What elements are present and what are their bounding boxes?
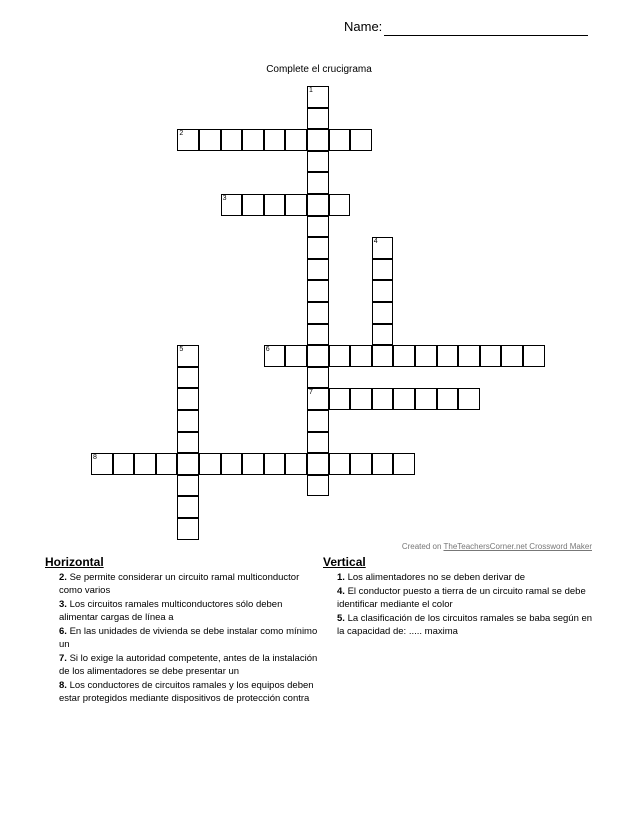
clue-horizontal-6 bbox=[45, 625, 320, 651]
crossword-cell[interactable] bbox=[437, 345, 459, 367]
crossword-cell[interactable] bbox=[177, 496, 199, 518]
vertical-clues bbox=[323, 556, 593, 639]
crossword-cell[interactable] bbox=[177, 518, 199, 540]
crossword-cell[interactable] bbox=[350, 345, 372, 367]
crossword-cell[interactable] bbox=[156, 453, 178, 475]
crossword-cell[interactable] bbox=[177, 367, 199, 389]
clue-vertical-4 bbox=[323, 585, 593, 611]
crossword-cell[interactable] bbox=[264, 453, 286, 475]
crossword-cell[interactable] bbox=[285, 453, 307, 475]
crossword-cell[interactable] bbox=[372, 388, 394, 410]
crossword-cell[interactable] bbox=[242, 129, 264, 151]
crossword-cell[interactable] bbox=[372, 302, 394, 324]
crossword-cell[interactable] bbox=[393, 388, 415, 410]
crossword-cell[interactable] bbox=[372, 280, 394, 302]
clue-text: Los conductores de circuitos ramales y los equipos deben estar protegidos mediante dispositivos de protección contra bbox=[59, 680, 314, 704]
crossword-cell[interactable] bbox=[307, 345, 329, 367]
credit-link[interactable]: TheTeachersCorner.net Crossword Maker bbox=[443, 542, 592, 551]
crossword-cell[interactable] bbox=[177, 453, 199, 475]
crossword-cell[interactable] bbox=[372, 259, 394, 281]
clue-number-label: 8 bbox=[93, 454, 97, 462]
crossword-cell[interactable] bbox=[329, 453, 351, 475]
crossword-cell[interactable] bbox=[372, 237, 394, 259]
clue-text: La clasificación de los circuitos ramales se baba según en la capacidad de: ..... maxima bbox=[337, 613, 593, 637]
clue-number-label: 4 bbox=[373, 238, 378, 246]
credit-line bbox=[402, 542, 592, 551]
crossword-cell[interactable] bbox=[177, 410, 199, 432]
clue-number-label: 2 bbox=[179, 130, 184, 138]
clue-horizontal-7 bbox=[45, 652, 320, 678]
clue-number: 8. bbox=[59, 680, 67, 691]
clue-horizontal-3 bbox=[45, 598, 320, 624]
crossword-cell[interactable] bbox=[285, 194, 307, 216]
crossword-cell[interactable] bbox=[329, 388, 351, 410]
crossword-cell[interactable] bbox=[307, 129, 329, 151]
clue-horizontal-8 bbox=[45, 679, 320, 705]
crossword-cell[interactable] bbox=[307, 453, 329, 475]
crossword-cell[interactable] bbox=[307, 172, 329, 194]
crossword-cell[interactable] bbox=[307, 280, 329, 302]
crossword-cell[interactable] bbox=[285, 129, 307, 151]
clue-number: 4. bbox=[337, 586, 345, 597]
clue-vertical-1 bbox=[323, 571, 593, 584]
crossword-cell[interactable] bbox=[307, 86, 329, 108]
crossword-cell[interactable] bbox=[372, 324, 394, 346]
crossword-cell[interactable] bbox=[329, 345, 351, 367]
crossword-cell[interactable] bbox=[329, 194, 351, 216]
crossword-cell[interactable] bbox=[242, 194, 264, 216]
crossword-cell[interactable] bbox=[307, 324, 329, 346]
crossword-cell[interactable] bbox=[264, 345, 286, 367]
crossword-cell[interactable] bbox=[501, 345, 523, 367]
clue-number: 3. bbox=[59, 599, 67, 610]
crossword-cell[interactable] bbox=[480, 345, 502, 367]
horizontal-clues bbox=[45, 556, 320, 706]
crossword-cell[interactable] bbox=[458, 388, 480, 410]
crossword-cell[interactable] bbox=[113, 453, 135, 475]
crossword-cell[interactable] bbox=[393, 345, 415, 367]
crossword-cell[interactable] bbox=[307, 367, 329, 389]
crossword-cell[interactable] bbox=[307, 151, 329, 173]
crossword-cell[interactable] bbox=[199, 453, 221, 475]
crossword-cell[interactable] bbox=[372, 453, 394, 475]
vertical-heading: Vertical bbox=[323, 555, 366, 569]
horizontal-heading: Horizontal bbox=[45, 555, 104, 569]
clue-text: En las unidades de vivienda se debe instalar como mínimo un bbox=[59, 626, 318, 650]
clue-horizontal-2 bbox=[45, 571, 320, 597]
crossword-cell[interactable] bbox=[307, 216, 329, 238]
clue-text: Los alimentadores no se deben derivar de bbox=[347, 572, 526, 583]
crossword-cell[interactable] bbox=[134, 453, 156, 475]
crossword-cell[interactable] bbox=[307, 194, 329, 216]
crossword-cell[interactable] bbox=[458, 345, 480, 367]
crossword-cell[interactable] bbox=[177, 475, 199, 497]
crossword-cell[interactable] bbox=[307, 475, 329, 497]
name-label: Name: bbox=[344, 19, 383, 34]
clue-number: 6. bbox=[59, 626, 67, 637]
crossword-cell[interactable] bbox=[437, 388, 459, 410]
page-title: Complete el crucigrama bbox=[266, 64, 372, 75]
crossword-cell[interactable] bbox=[221, 194, 243, 216]
crossword-cell[interactable] bbox=[415, 388, 437, 410]
clue-number: 2. bbox=[59, 572, 67, 583]
crossword-cell[interactable] bbox=[242, 453, 264, 475]
crossword-cell[interactable] bbox=[350, 388, 372, 410]
crossword-cell[interactable] bbox=[329, 129, 351, 151]
clue-vertical-5 bbox=[323, 612, 593, 638]
clue-text: Se permite considerar un circuito ramal multiconductor como varios bbox=[59, 572, 300, 596]
crossword-cell[interactable] bbox=[307, 302, 329, 324]
crossword-cell[interactable] bbox=[177, 432, 199, 454]
crossword-cell[interactable] bbox=[221, 453, 243, 475]
crossword-cell[interactable] bbox=[177, 388, 199, 410]
crossword-cell[interactable] bbox=[285, 345, 307, 367]
crossword-cell[interactable] bbox=[307, 432, 329, 454]
crossword-cell[interactable] bbox=[415, 345, 437, 367]
crossword-cell[interactable] bbox=[221, 129, 243, 151]
clue-number-label: 7 bbox=[309, 389, 313, 397]
crossword-cell[interactable] bbox=[372, 345, 394, 367]
crossword-cell[interactable] bbox=[393, 453, 415, 475]
crossword-cell[interactable] bbox=[91, 453, 113, 475]
credit-prefix: Created on bbox=[401, 542, 444, 551]
crossword-cell[interactable] bbox=[307, 259, 329, 281]
clue-number-label: 3 bbox=[222, 195, 227, 202]
crossword-cell[interactable] bbox=[264, 129, 286, 151]
clue-number: 7. bbox=[59, 653, 67, 664]
crossword-cell[interactable] bbox=[264, 194, 286, 216]
crossword-cell[interactable] bbox=[307, 237, 329, 259]
crossword-cell[interactable] bbox=[523, 345, 545, 367]
crossword-cell[interactable] bbox=[177, 345, 199, 367]
clue-text: El conductor puesto a tierra de un circuito ramal se debe identificar mediante el color bbox=[337, 586, 586, 610]
clue-number-label: 5 bbox=[179, 346, 184, 354]
crossword-cell[interactable] bbox=[350, 129, 372, 151]
clue-number: 1. bbox=[337, 572, 345, 583]
clue-number: 5. bbox=[337, 613, 345, 624]
crossword-cell[interactable] bbox=[177, 129, 199, 151]
crossword-cell[interactable] bbox=[307, 108, 329, 130]
crossword-cell[interactable] bbox=[307, 388, 329, 410]
clue-text: Los circuitos ramales multiconductores sólo deben alimentar cargas de línea a bbox=[59, 599, 283, 623]
crossword-cell[interactable] bbox=[350, 453, 372, 475]
crossword-cell[interactable] bbox=[307, 410, 329, 432]
clue-number-label: 1 bbox=[309, 87, 313, 94]
clue-number-label: 6 bbox=[265, 346, 270, 354]
crossword-cell[interactable] bbox=[199, 129, 221, 151]
clue-text: Si lo exige la autoridad competente, antes de la instalación de los alimentadores se debe presentar un bbox=[59, 653, 318, 677]
